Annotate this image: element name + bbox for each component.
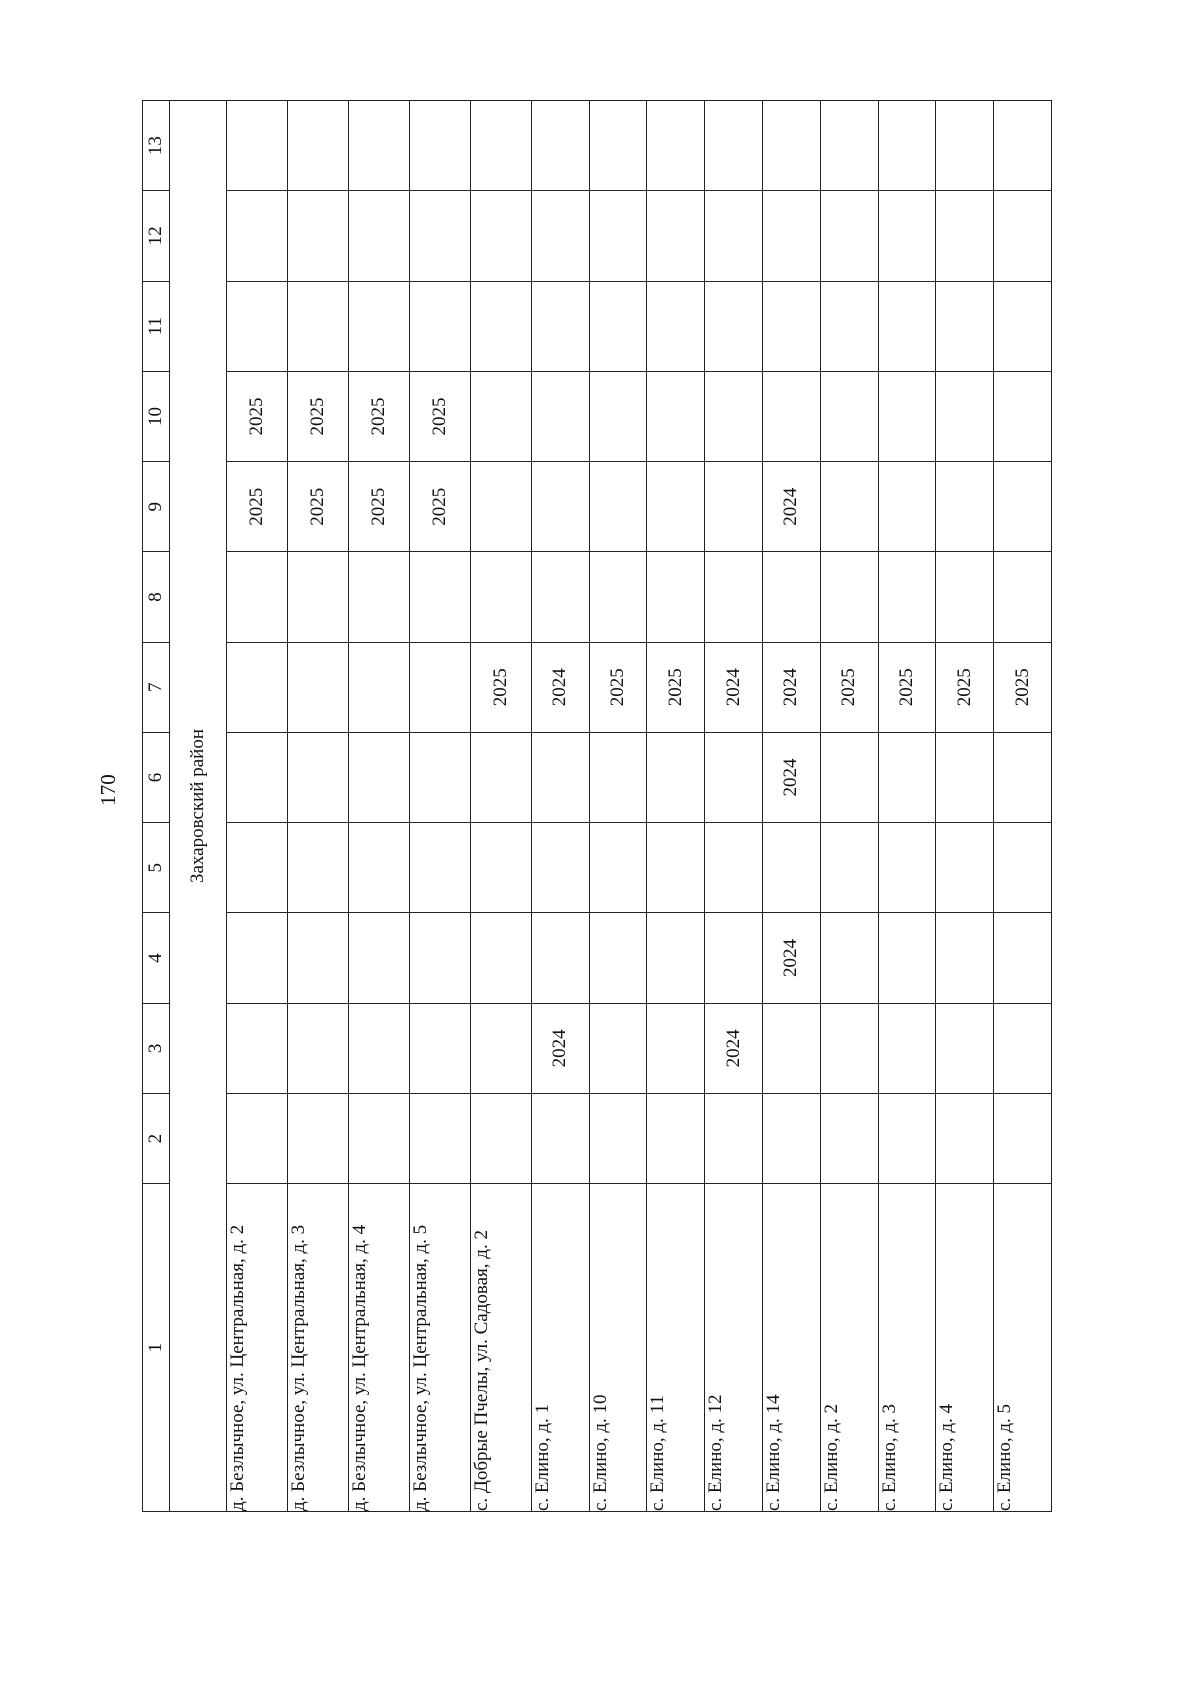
address-cell: с. Добрые Пчелы, ул. Садовая, д. 2	[470, 1184, 531, 1512]
year-cell-col-2	[762, 1093, 820, 1183]
year-cell-col-13	[762, 101, 820, 191]
year-cell-col-4	[705, 913, 763, 1003]
year-cell-col-4	[531, 913, 589, 1003]
address-cell: д. Безлычное, ул. Центральная, д. 2	[227, 1184, 288, 1512]
year-cell-col-13	[470, 101, 531, 191]
year-cell-col-12	[409, 191, 470, 281]
col-header-11: 11	[143, 281, 170, 371]
year-cell-col-11	[878, 281, 936, 371]
year-cell-col-5	[705, 823, 763, 913]
year-cell-col-7: 2025	[470, 642, 531, 732]
address-cell: с. Елино, д. 11	[647, 1184, 705, 1512]
year-cell-col-2	[287, 1093, 348, 1183]
year-cell-col-12	[878, 191, 936, 281]
year-cell-col-5	[878, 823, 936, 913]
year-cell-col-11	[762, 281, 820, 371]
table-row	[589, 101, 647, 1512]
year-cell-col-11	[705, 281, 763, 371]
year-cell-col-6	[936, 732, 994, 822]
year-cell-col-9	[705, 462, 763, 552]
year-cell-col-11	[589, 281, 647, 371]
year-cell-col-7: 2025	[994, 642, 1052, 732]
year-cell-col-10	[994, 371, 1052, 461]
table-row	[647, 101, 705, 1512]
table-row	[705, 101, 763, 1512]
year-cell-col-3: 2024	[705, 1003, 763, 1093]
address-cell: с. Елино, д. 10	[589, 1184, 647, 1512]
year-cell-col-10: 2025	[287, 371, 348, 461]
year-cell-col-2	[470, 1093, 531, 1183]
year-cell-col-4	[348, 913, 409, 1003]
year-cell-col-12	[994, 191, 1052, 281]
year-cell-col-9: 2025	[287, 462, 348, 552]
year-cell-col-7: 2025	[589, 642, 647, 732]
year-cell-col-7	[409, 642, 470, 732]
year-cell-col-5	[227, 823, 288, 913]
year-cell-col-2	[878, 1093, 936, 1183]
year-cell-col-4	[647, 913, 705, 1003]
year-cell-col-11	[348, 281, 409, 371]
year-cell-col-13	[878, 101, 936, 191]
col-header-5: 5	[143, 823, 170, 913]
year-cell-col-7: 2025	[647, 642, 705, 732]
col-header-3: 3	[143, 1003, 170, 1093]
year-cell-col-10	[820, 371, 878, 461]
table-row	[994, 101, 1052, 1512]
year-cell-col-2	[409, 1093, 470, 1183]
year-cell-col-2	[227, 1093, 288, 1183]
year-cell-col-10	[878, 371, 936, 461]
year-cell-col-9: 2024	[762, 462, 820, 552]
year-cell-col-13	[409, 101, 470, 191]
year-cell-col-8	[348, 552, 409, 642]
year-cell-col-5	[470, 823, 531, 913]
year-cell-col-9	[470, 462, 531, 552]
year-cell-col-4	[878, 913, 936, 1003]
address-cell: с. Елино, д. 2	[820, 1184, 878, 1512]
year-cell-col-9: 2025	[348, 462, 409, 552]
year-cell-col-8	[589, 552, 647, 642]
year-cell-col-3	[762, 1003, 820, 1093]
year-cell-col-12	[705, 191, 763, 281]
year-cell-col-2	[820, 1093, 878, 1183]
year-cell-col-4	[470, 913, 531, 1003]
page-number: 170	[96, 774, 120, 806]
year-cell-col-8	[878, 552, 936, 642]
col-header-12: 12	[143, 191, 170, 281]
year-cell-col-11	[227, 281, 288, 371]
year-cell-col-13	[705, 101, 763, 191]
year-cell-col-10	[705, 371, 763, 461]
year-cell-col-2	[936, 1093, 994, 1183]
year-cell-col-6	[994, 732, 1052, 822]
year-cell-col-10: 2025	[227, 371, 288, 461]
year-cell-col-5	[994, 823, 1052, 913]
year-cell-col-6	[705, 732, 763, 822]
year-cell-col-11	[409, 281, 470, 371]
year-cell-col-9	[531, 462, 589, 552]
year-cell-col-4	[994, 913, 1052, 1003]
table-row	[878, 101, 936, 1512]
col-header-8: 8	[143, 552, 170, 642]
year-cell-col-7: 2024	[705, 642, 763, 732]
year-cell-col-5	[589, 823, 647, 913]
year-cell-col-3	[878, 1003, 936, 1093]
year-cell-col-9: 2025	[409, 462, 470, 552]
year-cell-col-5	[762, 823, 820, 913]
header-row	[143, 101, 170, 1512]
year-cell-col-8	[762, 552, 820, 642]
address-cell: с. Елино, д. 1	[531, 1184, 589, 1512]
year-cell-col-5	[647, 823, 705, 913]
year-cell-col-10	[470, 371, 531, 461]
year-cell-col-6	[820, 732, 878, 822]
year-cell-col-6	[409, 732, 470, 822]
year-cell-col-12	[348, 191, 409, 281]
year-cell-col-12	[762, 191, 820, 281]
year-cell-col-11	[470, 281, 531, 371]
year-cell-col-7	[348, 642, 409, 732]
year-cell-col-8	[531, 552, 589, 642]
year-cell-col-12	[820, 191, 878, 281]
year-cell-col-9	[647, 462, 705, 552]
year-cell-col-11	[936, 281, 994, 371]
year-cell-col-7: 2025	[936, 642, 994, 732]
address-cell: д. Безлычное, ул. Центральная, д. 4	[348, 1184, 409, 1512]
year-cell-col-3: 2024	[531, 1003, 589, 1093]
col-header-4: 4	[143, 913, 170, 1003]
year-cell-col-10	[647, 371, 705, 461]
year-cell-col-7: 2025	[820, 642, 878, 732]
year-cell-col-11	[647, 281, 705, 371]
table-row	[531, 101, 589, 1512]
year-cell-col-8	[227, 552, 288, 642]
year-cell-col-5	[531, 823, 589, 913]
table-row	[470, 101, 531, 1512]
year-cell-col-2	[994, 1093, 1052, 1183]
year-cell-col-13	[589, 101, 647, 191]
year-cell-col-2	[647, 1093, 705, 1183]
year-cell-col-9	[820, 462, 878, 552]
district-row	[170, 101, 227, 1512]
year-cell-col-3	[936, 1003, 994, 1093]
year-cell-col-7: 2024	[762, 642, 820, 732]
year-cell-col-13	[994, 101, 1052, 191]
address-cell: д. Безлычное, ул. Центральная, д. 5	[409, 1184, 470, 1512]
address-cell: с. Елино, д. 12	[705, 1184, 763, 1512]
year-cell-col-3	[994, 1003, 1052, 1093]
year-cell-col-10: 2025	[348, 371, 409, 461]
year-cell-col-11	[287, 281, 348, 371]
table-row	[287, 101, 348, 1512]
year-cell-col-3	[589, 1003, 647, 1093]
year-cell-col-10	[936, 371, 994, 461]
year-cell-col-7: 2025	[878, 642, 936, 732]
year-cell-col-4	[287, 913, 348, 1003]
address-cell: д. Безлычное, ул. Центральная, д. 3	[287, 1184, 348, 1512]
year-cell-col-8	[287, 552, 348, 642]
col-header-2: 2	[143, 1093, 170, 1183]
repair-schedule-table	[142, 100, 1052, 1512]
year-cell-col-5	[820, 823, 878, 913]
year-cell-col-12	[647, 191, 705, 281]
year-cell-col-6	[647, 732, 705, 822]
year-cell-col-6	[287, 732, 348, 822]
year-cell-col-9	[878, 462, 936, 552]
year-cell-col-5	[936, 823, 994, 913]
year-cell-col-12	[287, 191, 348, 281]
year-cell-col-5	[287, 823, 348, 913]
year-cell-col-8	[647, 552, 705, 642]
year-cell-col-11	[820, 281, 878, 371]
year-cell-col-13	[531, 101, 589, 191]
year-cell-col-11	[531, 281, 589, 371]
year-cell-col-3	[470, 1003, 531, 1093]
table-row	[227, 101, 288, 1512]
table-row	[409, 101, 470, 1512]
year-cell-col-4	[936, 913, 994, 1003]
year-cell-col-6	[470, 732, 531, 822]
year-cell-col-3	[287, 1003, 348, 1093]
year-cell-col-13	[287, 101, 348, 191]
year-cell-col-12	[589, 191, 647, 281]
col-header-9: 9	[143, 462, 170, 552]
col-header-6: 6	[143, 732, 170, 822]
year-cell-col-12	[936, 191, 994, 281]
year-cell-col-9	[589, 462, 647, 552]
col-header-10: 10	[143, 371, 170, 461]
year-cell-col-4	[820, 913, 878, 1003]
year-cell-col-8	[994, 552, 1052, 642]
year-cell-col-4	[409, 913, 470, 1003]
year-cell-col-10: 2025	[409, 371, 470, 461]
year-cell-col-7	[287, 642, 348, 732]
year-cell-col-2	[531, 1093, 589, 1183]
year-cell-col-8	[705, 552, 763, 642]
address-cell: с. Елино, д. 3	[878, 1184, 936, 1512]
year-cell-col-8	[820, 552, 878, 642]
table-row	[820, 101, 878, 1512]
table-body	[143, 101, 1052, 1512]
col-header-1: 1	[143, 1184, 170, 1512]
year-cell-col-4	[227, 913, 288, 1003]
year-cell-col-9	[936, 462, 994, 552]
year-cell-col-8	[409, 552, 470, 642]
address-cell: с. Елино, д. 4	[936, 1184, 994, 1512]
year-cell-col-13	[227, 101, 288, 191]
col-header-7: 7	[143, 642, 170, 732]
year-cell-col-3	[647, 1003, 705, 1093]
year-cell-col-10	[531, 371, 589, 461]
address-cell: с. Елино, д. 5	[994, 1184, 1052, 1512]
year-cell-col-13	[647, 101, 705, 191]
year-cell-col-9	[994, 462, 1052, 552]
year-cell-col-6	[589, 732, 647, 822]
year-cell-col-13	[348, 101, 409, 191]
year-cell-col-6	[531, 732, 589, 822]
year-cell-col-6	[348, 732, 409, 822]
year-cell-col-12	[470, 191, 531, 281]
year-cell-col-8	[470, 552, 531, 642]
table-row	[348, 101, 409, 1512]
col-header-13: 13	[143, 101, 170, 191]
year-cell-col-7: 2024	[531, 642, 589, 732]
year-cell-col-5	[409, 823, 470, 913]
rotated-table-wrapper	[142, 100, 1052, 1512]
year-cell-col-2	[348, 1093, 409, 1183]
year-cell-col-3	[820, 1003, 878, 1093]
table-row	[762, 101, 820, 1512]
address-cell: с. Елино, д. 14	[762, 1184, 820, 1512]
year-cell-col-6: 2024	[762, 732, 820, 822]
year-cell-col-9: 2025	[227, 462, 288, 552]
year-cell-col-3	[348, 1003, 409, 1093]
year-cell-col-7	[227, 642, 288, 732]
year-cell-col-12	[227, 191, 288, 281]
year-cell-col-4: 2024	[762, 913, 820, 1003]
table-row	[936, 101, 994, 1512]
year-cell-col-13	[820, 101, 878, 191]
year-cell-col-13	[936, 101, 994, 191]
year-cell-col-8	[936, 552, 994, 642]
year-cell-col-6	[878, 732, 936, 822]
year-cell-col-10	[762, 371, 820, 461]
year-cell-col-6	[227, 732, 288, 822]
year-cell-col-2	[705, 1093, 763, 1183]
year-cell-col-12	[531, 191, 589, 281]
year-cell-col-3	[409, 1003, 470, 1093]
district-name: Захаровский район	[170, 101, 227, 1512]
year-cell-col-11	[994, 281, 1052, 371]
year-cell-col-10	[589, 371, 647, 461]
year-cell-col-3	[227, 1003, 288, 1093]
year-cell-col-2	[589, 1093, 647, 1183]
year-cell-col-5	[348, 823, 409, 913]
year-cell-col-4	[589, 913, 647, 1003]
